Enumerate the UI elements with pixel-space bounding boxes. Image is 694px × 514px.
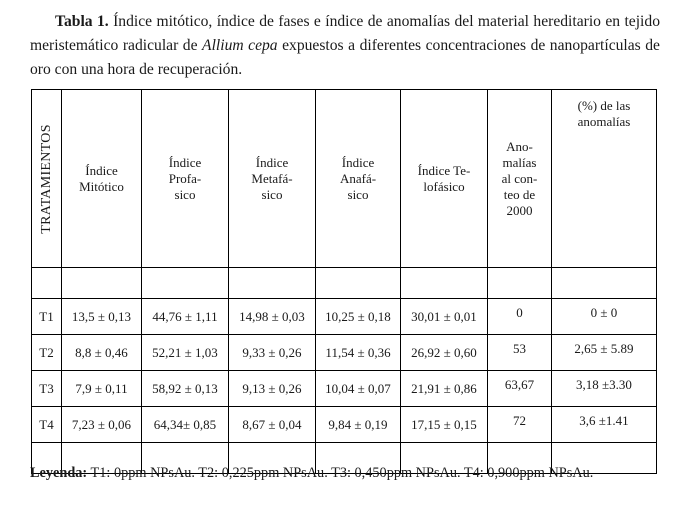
cell-mitotico: 7,23 ± 0,06: [62, 407, 142, 443]
results-table: [31, 89, 657, 474]
cell-metafasico: 14,98 ± 0,03: [229, 299, 316, 335]
cell-tratamiento: T4: [32, 407, 62, 443]
cell-profasico: 58,92 ± 0,13: [142, 371, 229, 407]
cell-anafasico: 11,54 ± 0,36: [316, 335, 401, 371]
cell-telofasico: 26,92 ± 0,60: [401, 335, 488, 371]
header-indice-metafasico: Índice Metafá- sico: [229, 90, 316, 268]
cell-mitotico: 7,9 ± 0,11: [62, 371, 142, 407]
cell-anafasico: 9,84 ± 0,19: [316, 407, 401, 443]
table-row: [32, 335, 657, 371]
cell-mitotico: 13,5 ± 0,13: [62, 299, 142, 335]
cell-porcentaje: 3,6 ±1.41: [552, 407, 657, 443]
cell-anomalias: 72: [488, 407, 552, 443]
cell-telofasico: 30,01 ± 0,01: [401, 299, 488, 335]
header-indice-mitotico: Índice Mitótico: [62, 90, 142, 268]
cell-profasico: 64,34± 0,85: [142, 407, 229, 443]
caption-species: Allium cepa: [202, 37, 278, 54]
cell-anomalias: 0: [488, 299, 552, 335]
header-tratamientos: TRATAMIENTOS: [32, 90, 62, 268]
table-row: [32, 371, 657, 407]
cell-mitotico: 8,8 ± 0,46: [62, 335, 142, 371]
cell-telofasico: 17,15 ± 0,15: [401, 407, 488, 443]
caption-text-before: Índice mitótico, índice de fases e índice de anomalías del material hereditario en tejido meristemático radicular de: [30, 13, 660, 54]
cell-metafasico: 9,13 ± 0,26: [229, 371, 316, 407]
legend-text: T1: 0ppm NPsAu. T2: 0,225ppm NPsAu. T3: 0,450ppm NPsAu. T4: 0,900ppm NPsAu.: [90, 465, 594, 481]
cell-metafasico: 9,33 ± 0,26: [229, 335, 316, 371]
cell-anafasico: 10,04 ± 0,07: [316, 371, 401, 407]
cell-anafasico: 10,25 ± 0,18: [316, 299, 401, 335]
cell-metafasico: 8,67 ± 0,04: [229, 407, 316, 443]
caption-text-after: expuestos a diferentes concentraciones de nanopartículas de oro con una hora de recuperación.: [30, 37, 660, 78]
table-row: [32, 407, 657, 443]
cell-profasico: 44,76 ± 1,11: [142, 299, 229, 335]
table-caption: [30, 10, 660, 82]
legend-label: Leyenda:: [30, 465, 88, 481]
cell-tratamiento: T3: [32, 371, 62, 407]
header-anomalias-conteo: Ano- malías al con- teo de 2000: [488, 90, 552, 268]
header-indice-telofasico: Índice Te- lofásico: [401, 90, 488, 268]
blank-row: [32, 268, 657, 299]
table-legend: [30, 462, 660, 484]
cell-porcentaje: 3,18 ±3.30: [552, 371, 657, 407]
cell-tratamiento: T1: [32, 299, 62, 335]
cell-tratamiento: T2: [32, 335, 62, 371]
header-row: [32, 90, 657, 268]
cell-anomalias: 63,67: [488, 371, 552, 407]
cell-porcentaje: 0 ± 0: [552, 299, 657, 335]
cell-profasico: 52,21 ± 1,03: [142, 335, 229, 371]
header-indice-anafasico: Índice Anafá- sico: [316, 90, 401, 268]
header-porcentaje-anomalias: (%) de las anomalías: [552, 90, 657, 268]
table-row: [32, 299, 657, 335]
cell-anomalias: 53: [488, 335, 552, 371]
header-indice-profasico: Índice Profa- sico: [142, 90, 229, 268]
caption-label: Tabla 1.: [55, 13, 109, 30]
cell-telofasico: 21,91 ± 0,86: [401, 371, 488, 407]
cell-porcentaje: 2,65 ± 5.89: [552, 335, 657, 371]
